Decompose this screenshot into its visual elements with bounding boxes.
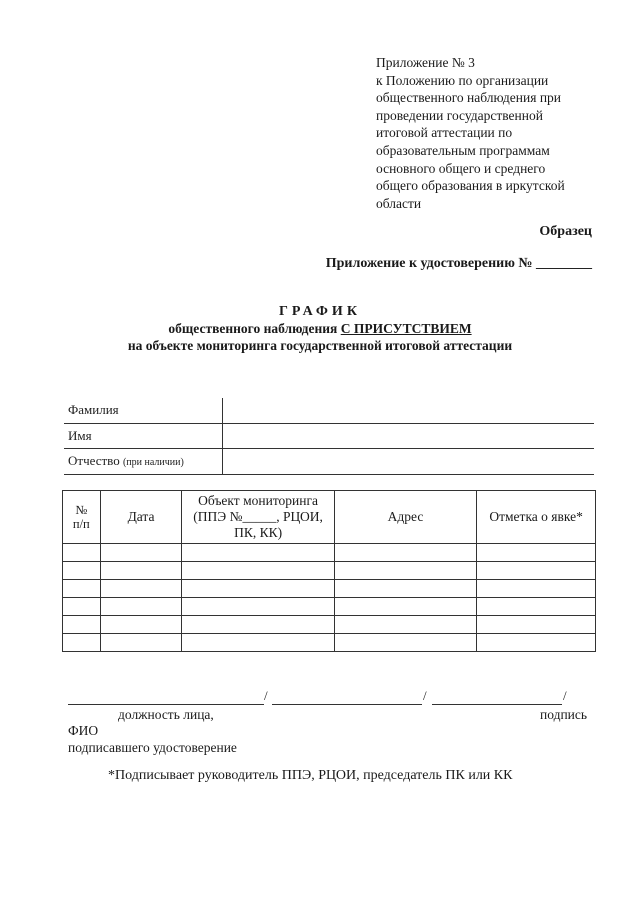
fio-label-line2: подписавшего удостоверение bbox=[68, 740, 237, 755]
table-cell[interactable] bbox=[63, 598, 101, 616]
table-row bbox=[63, 634, 596, 652]
header-object-line: (ППЭ №_____, РЦОИ, bbox=[193, 509, 323, 524]
table-cell[interactable] bbox=[100, 580, 182, 598]
title-main: ГРАФИК bbox=[279, 304, 361, 319]
position-label: должность лица, bbox=[118, 707, 214, 722]
fio-label bbox=[68, 722, 237, 756]
patronymic-label: Отчество bbox=[68, 453, 120, 469]
header-object-line: Объект мониторинга bbox=[198, 493, 319, 508]
table-row bbox=[63, 580, 596, 598]
table-cell[interactable] bbox=[182, 544, 334, 562]
signature-label: подпись bbox=[540, 707, 588, 722]
header-object bbox=[182, 491, 334, 544]
table-cell[interactable] bbox=[477, 562, 596, 580]
header-number bbox=[63, 491, 101, 544]
table-cell[interactable] bbox=[182, 562, 334, 580]
schedule-table bbox=[62, 490, 596, 652]
appendix-line: общественного наблюдения при bbox=[376, 90, 562, 106]
table-cell[interactable] bbox=[477, 598, 596, 616]
table-cell[interactable] bbox=[334, 616, 476, 634]
table-cell[interactable] bbox=[334, 634, 476, 652]
position-line[interactable] bbox=[68, 690, 264, 705]
title-underlined: С ПРИСУТСТВИЕМ bbox=[340, 321, 472, 336]
patronymic-note: (при наличии) bbox=[122, 457, 184, 469]
first-name-label: Имя bbox=[64, 423, 223, 449]
schedule-body bbox=[63, 544, 596, 652]
surname-field[interactable] bbox=[223, 398, 595, 423]
appendix-line: области bbox=[376, 195, 422, 211]
table-row bbox=[63, 598, 596, 616]
appendix-line: Приложение № 3 bbox=[376, 55, 475, 70]
document-title bbox=[0, 303, 640, 354]
appendix-line: основного общего и среднего bbox=[376, 160, 546, 176]
table-cell[interactable] bbox=[63, 616, 101, 634]
table-cell[interactable] bbox=[334, 598, 476, 616]
separator-slash: / bbox=[563, 688, 567, 703]
table-cell[interactable] bbox=[100, 634, 182, 652]
table-cell[interactable] bbox=[334, 580, 476, 598]
appendix-line: итоговой аттестации по bbox=[376, 125, 513, 141]
certificate-appendix-number: Приложение к удостоверению № ________ bbox=[325, 256, 592, 271]
surname-label: Фамилия bbox=[64, 398, 223, 423]
table-row bbox=[63, 616, 596, 634]
header-object-line: ПК, КК) bbox=[234, 525, 283, 540]
fio-label-line1: ФИО bbox=[68, 723, 99, 738]
table-cell[interactable] bbox=[334, 544, 476, 562]
header-date: Дата bbox=[100, 491, 182, 544]
table-cell[interactable] bbox=[477, 580, 596, 598]
header-number-bottom: п/п bbox=[72, 517, 90, 531]
personal-data-table bbox=[64, 398, 594, 475]
separator-slash: / bbox=[423, 688, 427, 703]
table-cell[interactable] bbox=[182, 616, 334, 634]
table-cell[interactable] bbox=[100, 562, 182, 580]
fio-line[interactable] bbox=[272, 690, 422, 705]
appendix-line: общего образования в иркутской bbox=[376, 178, 565, 194]
patronymic-field[interactable] bbox=[223, 449, 595, 475]
table-cell[interactable] bbox=[63, 544, 101, 562]
table-cell[interactable] bbox=[182, 634, 334, 652]
table-cell[interactable] bbox=[100, 616, 182, 634]
appendix-reference bbox=[376, 54, 616, 212]
header-address: Адрес bbox=[334, 491, 476, 544]
table-cell[interactable] bbox=[63, 562, 101, 580]
title-line3: на объекте мониторинга государственной итоговой аттестации bbox=[127, 338, 513, 353]
table-cell[interactable] bbox=[182, 580, 334, 598]
separator-slash: / bbox=[264, 688, 268, 703]
table-cell[interactable] bbox=[100, 544, 182, 562]
surname-row bbox=[64, 398, 594, 423]
title-prefix: общественного наблюдения bbox=[168, 321, 338, 336]
title-subtitle bbox=[0, 320, 640, 337]
first-name-field[interactable] bbox=[223, 423, 595, 449]
table-cell[interactable] bbox=[182, 598, 334, 616]
header-number-top: № bbox=[75, 503, 88, 517]
first-name-row bbox=[64, 423, 594, 449]
table-row bbox=[63, 544, 596, 562]
table-cell[interactable] bbox=[477, 544, 596, 562]
sample-label: Образец bbox=[539, 224, 592, 239]
patronymic-label-cell bbox=[64, 449, 223, 475]
table-row bbox=[63, 562, 596, 580]
appendix-line: проведении государственной bbox=[376, 107, 543, 123]
patronymic-row bbox=[64, 449, 594, 475]
table-cell[interactable] bbox=[100, 598, 182, 616]
appendix-line: к Положению по организации bbox=[376, 72, 549, 88]
schedule-header-row bbox=[63, 491, 596, 544]
table-cell[interactable] bbox=[63, 580, 101, 598]
footnote: *Подписывает руководитель ППЭ, РЦОИ, председатель ПК или КК bbox=[108, 768, 513, 783]
table-cell[interactable] bbox=[63, 634, 101, 652]
table-cell[interactable] bbox=[477, 616, 596, 634]
table-cell[interactable] bbox=[477, 634, 596, 652]
appendix-line: образовательным программам bbox=[376, 142, 550, 158]
header-attendance-mark: Отметка о явке* bbox=[477, 491, 596, 544]
signature-line[interactable] bbox=[432, 690, 562, 705]
table-cell[interactable] bbox=[334, 562, 476, 580]
